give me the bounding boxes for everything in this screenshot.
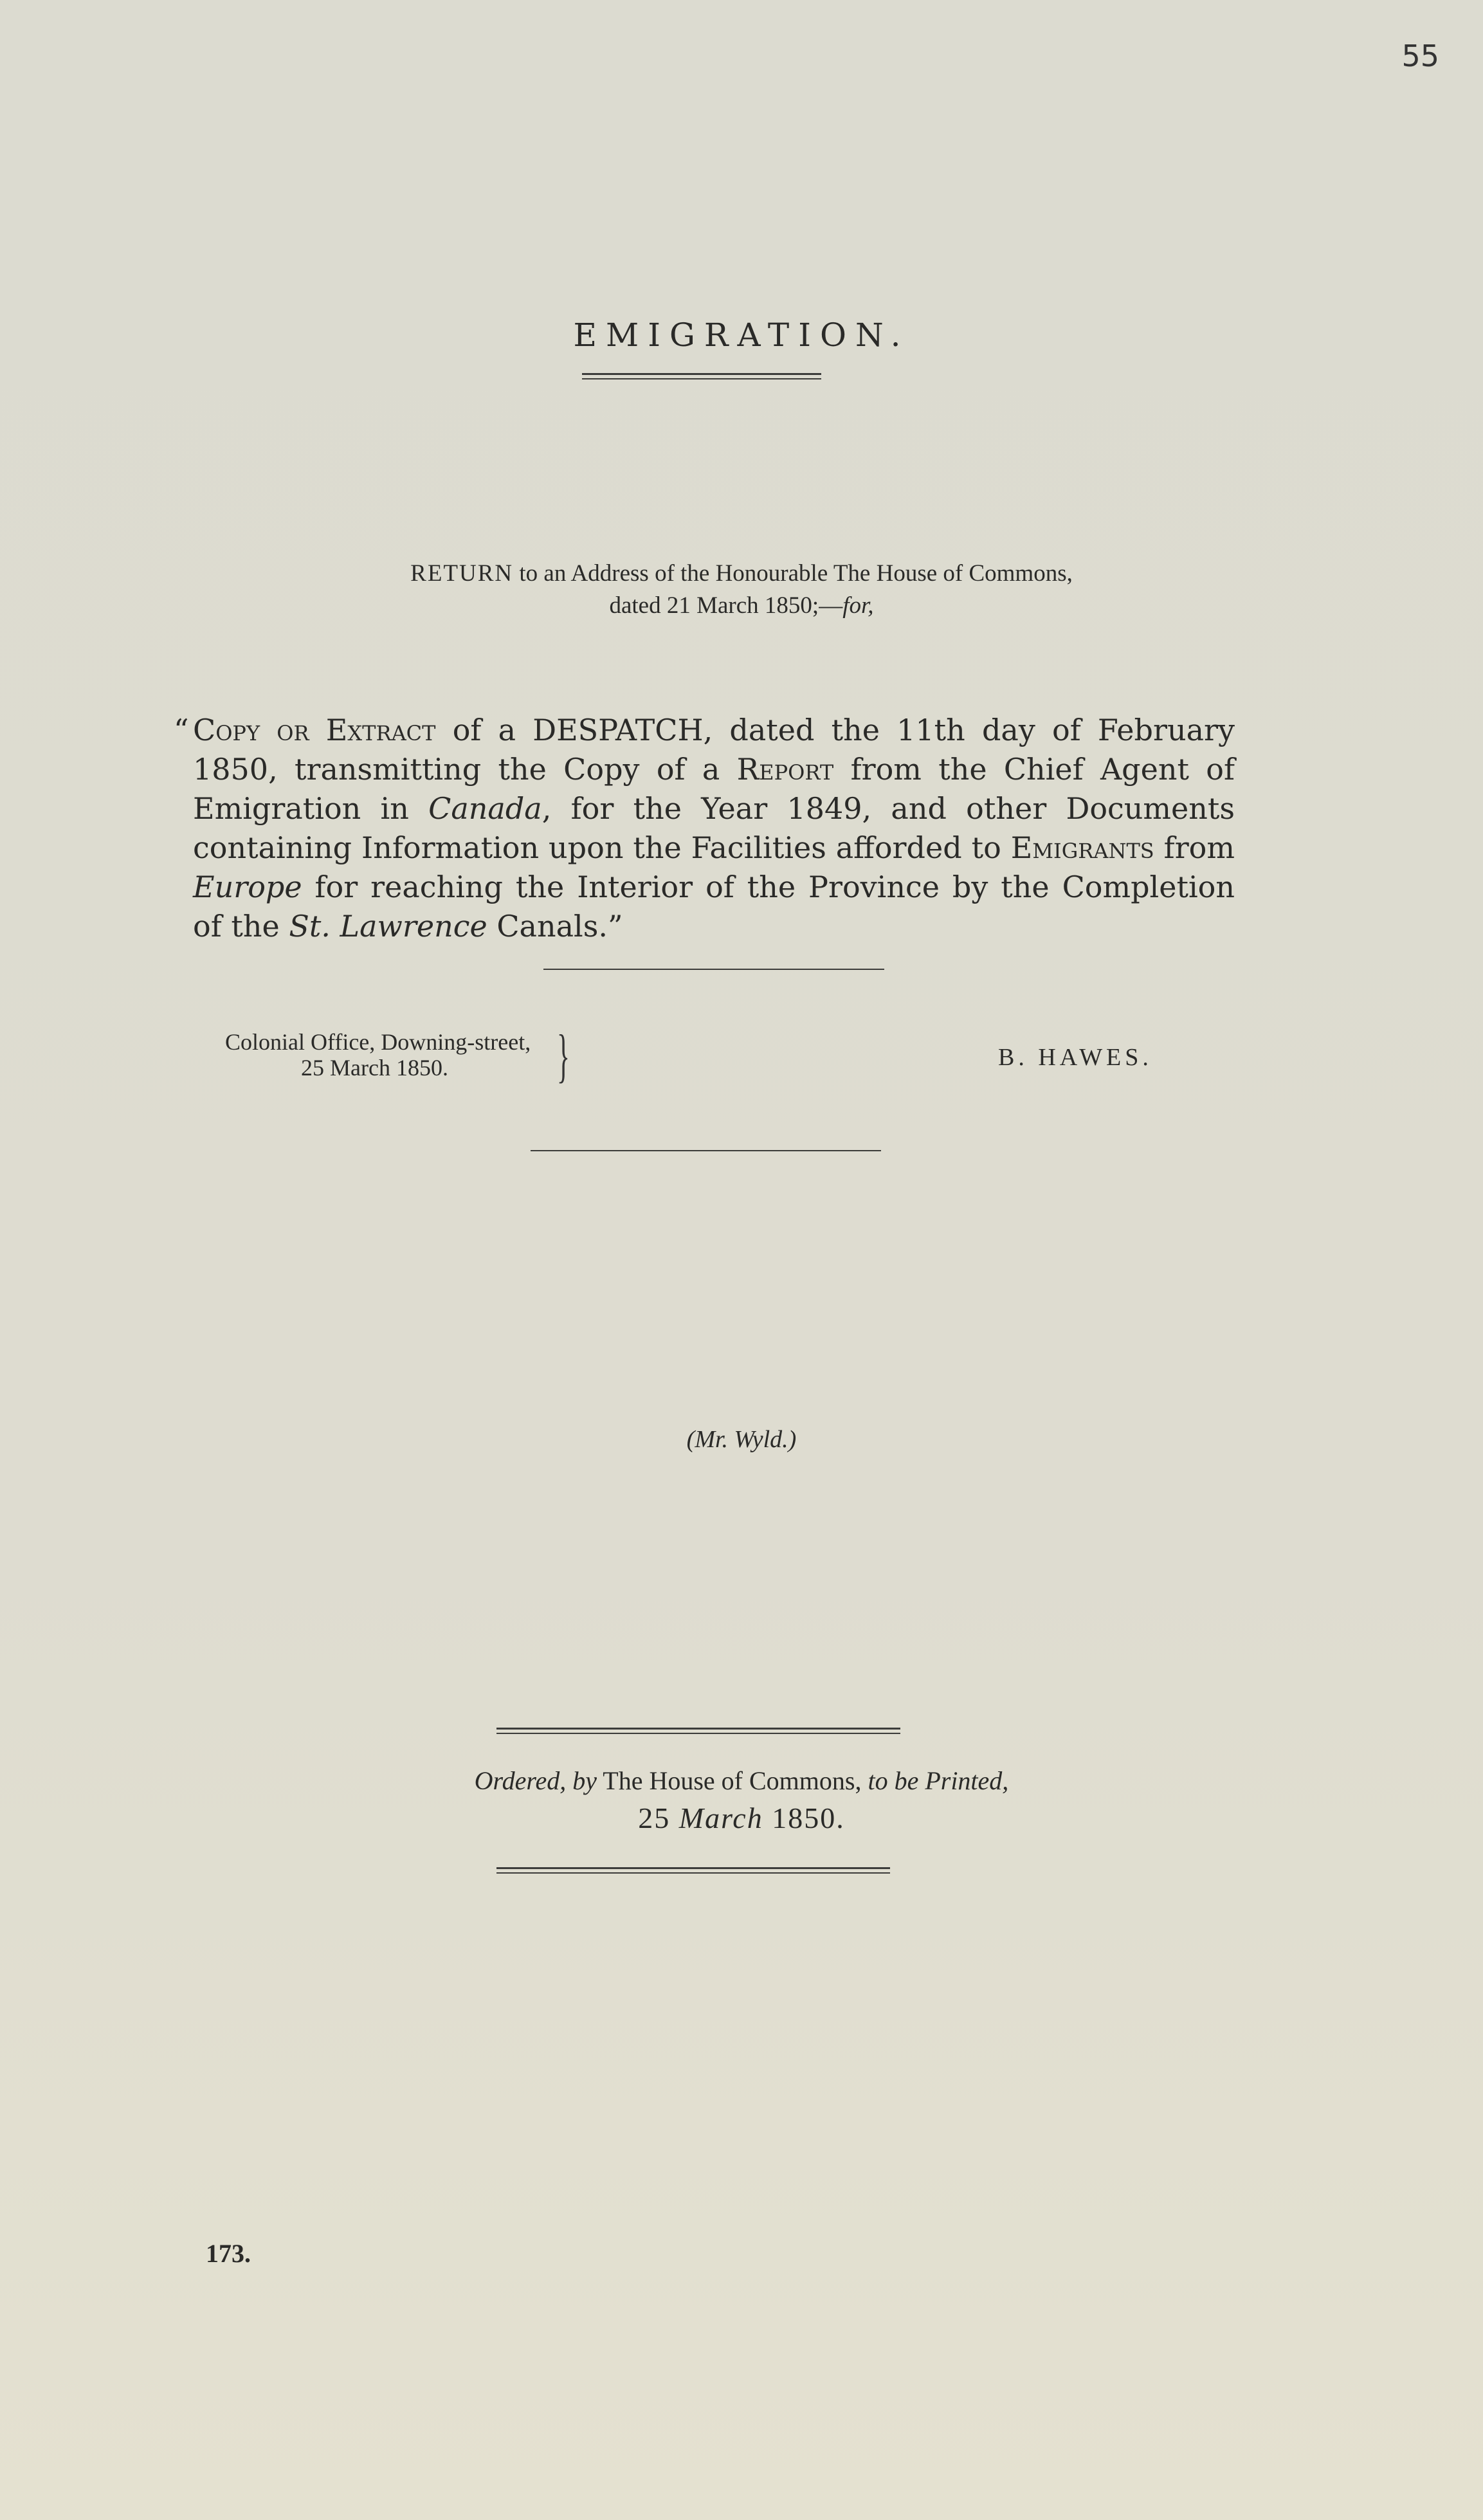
separator-rule-1: [543, 969, 884, 970]
signer-name: B. HAWES.: [998, 1044, 1152, 1071]
ordered-house: The House of Commons,: [596, 1766, 868, 1795]
quote-st-lawrence: St. Lawrence: [289, 909, 487, 944]
open-quote-mark: “: [174, 713, 189, 747]
quote-canada: Canada: [428, 791, 542, 826]
return-line: [0, 560, 1483, 587]
office-line-1: Colonial Office, Downing-street,: [225, 1029, 531, 1055]
return-address: to an Address of the Honourable The House of Commons,: [513, 560, 1073, 587]
return-date: [0, 592, 1483, 619]
ordered-date-year: 1850.: [763, 1802, 845, 1834]
quote-emigrants: Emigrants: [1010, 830, 1154, 865]
quote-text-3: , for the Year 1849, and other Documents containing Information upon the Facilities afforded to: [193, 791, 1235, 865]
despatch-quote: [174, 711, 1235, 946]
return-prefix: RETURN: [410, 560, 514, 587]
separator-rule-2: [531, 1150, 881, 1151]
ordered-rule-top-1: [496, 1728, 900, 1730]
quote-report: Report: [736, 752, 834, 787]
quote-text-1: of a DESPATCH, dated the 11th day of February 1850, transmitting the Copy of a: [193, 713, 1235, 787]
sessional-number: 173.: [206, 2239, 251, 2268]
quote-europe: Europe: [193, 870, 302, 904]
ordered-line: [0, 1766, 1483, 1796]
brace-glyph: }: [557, 1023, 570, 1088]
quote-copy-or-extract: Copy or Extract: [193, 713, 436, 747]
ordered-by: Ordered, by: [474, 1766, 597, 1795]
quote-text-5: for reaching the Interior of the Province by the Completion of the: [193, 870, 1235, 944]
return-for: for,: [842, 592, 874, 619]
return-date-text: dated 21 March 1850;—: [609, 592, 843, 619]
ordered-date: [0, 1801, 1483, 1835]
ordered-to-be-printed: to be Printed,: [868, 1766, 1009, 1795]
title-rule-top: [582, 373, 821, 375]
ordered-date-day: 25: [638, 1802, 679, 1834]
document-title: EMIGRATION.: [573, 316, 910, 354]
page-number: 55: [1401, 39, 1439, 73]
title-rule-bottom: [582, 378, 821, 379]
ordered-rule-top-2: [496, 1733, 900, 1734]
ordered-rule-bottom-2: [496, 1872, 890, 1874]
ordered-date-month: March: [678, 1802, 763, 1834]
office-address: [225, 1029, 531, 1081]
quote-text-2: from the Chief Agent of Emigration in: [193, 752, 1235, 826]
quote-text-6: Canals.”: [487, 909, 623, 944]
quote-paragraph: [193, 711, 1235, 946]
quote-text-4: from: [1154, 830, 1235, 865]
ordered-rule-bottom-1: [496, 1867, 890, 1869]
member-name: (Mr. Wyld.): [686, 1426, 797, 1453]
office-date: 25 March 1850.: [301, 1055, 448, 1081]
